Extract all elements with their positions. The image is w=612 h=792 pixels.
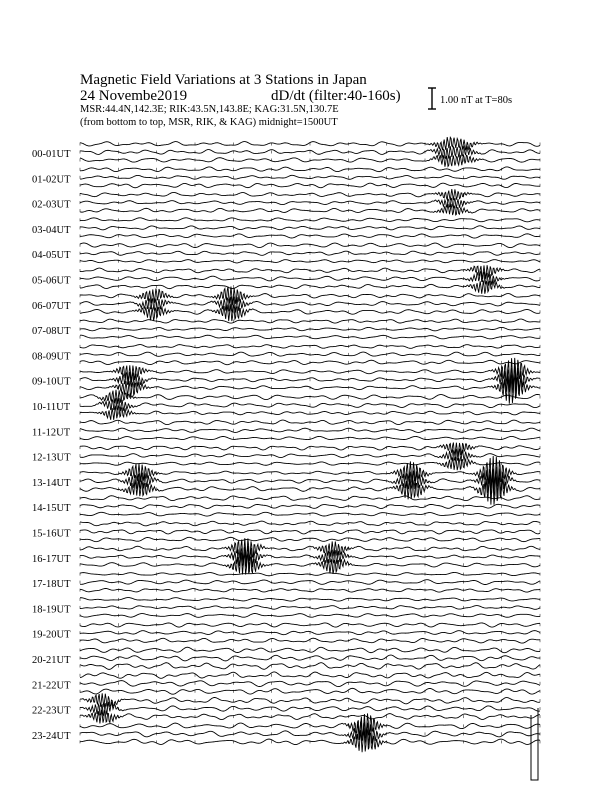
hour-label: 03-04UT — [32, 224, 71, 236]
hour-label: 04-05UT — [32, 250, 71, 262]
hour-label: 18-19UT — [32, 604, 71, 616]
hour-label: 19-20UT — [32, 629, 71, 641]
minute-ticks — [80, 732, 540, 735]
final-offscale-marker — [531, 708, 538, 780]
hour-label: 08-09UT — [32, 351, 71, 363]
station-order-note: (from bottom to top, MSR, RIK, & KAG) midnight=1500UT — [80, 117, 338, 128]
station-coordinates: MSR:44.4N,142.3E; RIK:43.5N,143.8E; KAG:31.5N,130.7E — [80, 104, 339, 115]
hour-label: 09-10UT — [32, 376, 71, 388]
hour-labels — [32, 149, 71, 742]
trace-msr — [80, 728, 540, 752]
hour-label: 23-24UT — [32, 730, 71, 742]
hour-label: 13-14UT — [32, 477, 71, 489]
hour-label: 21-22UT — [32, 680, 71, 692]
hour-label: 17-18UT — [32, 579, 71, 591]
hour-label: 07-08UT — [32, 326, 71, 338]
date-label: 24 Novembe2019 — [80, 88, 188, 104]
hour-label: 02-03UT — [32, 199, 71, 211]
hour-label: 16-17UT — [32, 553, 71, 565]
trace-msr — [80, 551, 540, 575]
traces — [80, 137, 540, 752]
hour-label: 12-13UT — [32, 452, 71, 464]
hour-label: 14-15UT — [32, 503, 71, 515]
scale-bar-label: 1.00 nT at T=80s — [440, 95, 513, 106]
trace-kag — [80, 538, 540, 563]
hour-label: 15-16UT — [32, 528, 71, 540]
filter-label: dD/dt (filter:40-160s) — [271, 88, 401, 104]
hour-label: 20-21UT — [32, 655, 71, 666]
hour-label: 00-01UT — [32, 149, 71, 160]
hour-label: 01-02UT — [32, 174, 71, 186]
hour-label: 11-12UT — [32, 427, 71, 439]
hour-label: 06-07UT — [32, 300, 71, 312]
hour-label: 22-23UT — [32, 705, 71, 717]
hour-label: 05-06UT — [32, 275, 71, 287]
hour-label: 10-11UT — [32, 402, 71, 413]
scale-bar — [428, 88, 436, 109]
chart-title: Magnetic Field Variations at 3 Stations in Japan — [80, 72, 367, 88]
